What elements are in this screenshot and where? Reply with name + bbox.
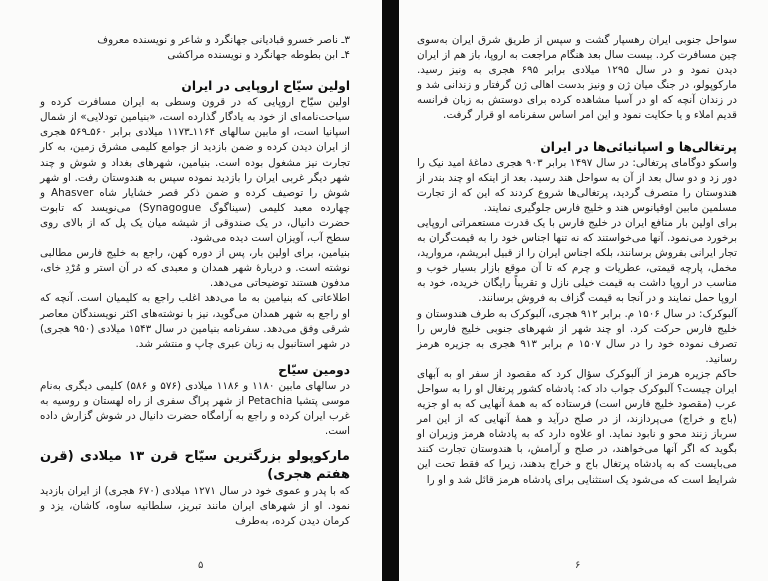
right-page-text <box>417 33 737 488</box>
page-number: ۶ <box>575 560 581 571</box>
right-page <box>399 0 768 581</box>
body-paragraph: آلبوکرک: در سال ۱۵۰۶ م. برابر ۹۱۲ هجری، آلبوکرک به طرف هندوستان و خلیج فارس حرکت کرد. او چند شهر از شهرهای جنوبی خلیج فارس را تصرف نموده خود را در سال ۱۵۰۷ م برابر ۹۱۳ هجری به جزیره هرمز رسانید. <box>417 307 738 365</box>
left-page <box>0 0 382 581</box>
section1-paragraph: اطلاعاتی که بنیامین به ما می‌دهد اغلب راجع به کلیمیان است. آنچه که او راجع به شهر همدان می‌گوید، نیز با نوشته‌های اکثر نویسندگان معاصر شرقی وفق می‌دهد. سفرنامه بنیامین در سال ۱۵۴۳ میلادی (۹۵۰ هجری) در شهر استانبول به زبان عبری چاپ و منتشر شد. <box>40 292 350 350</box>
page-number: ۵ <box>198 560 204 571</box>
body-paragraph: حاکم جزیره هرمز از آلبوکرک سؤال کرد که مقصود از سفر او به آبهای ایران چیست؟ آلبوکرک جواب داد که: پادشاه کشور پرتغال او را به سواحل عرب (مقصود خلیج فارس است) فرستاده که به همهٔ آنهایی که به او جزیه (باج و خراج) می‌پردازند، از در صلح درآید و همهٔ آنهایی که از این امر سرباز زنند محو و نابود نماید. او علاوه دارد که به پادشاه هرمز وزیران او بگوید که اگر آنها می‌خواهند، در صلح و آرامش، با هندوستان تجارت کنند می‌بایست که به پادشاه پرتغال باج و خراج بدهند، زیرا که فقط تحت این شرایط است که می‌شود یک استثنایی برای پادشاه هرمز قائل شد و او را <box>417 367 737 486</box>
section1-heading: اولین سیّاح اروپایی در ایران <box>181 79 350 94</box>
section2-heading: دومین سیّاح <box>278 362 350 377</box>
section1-paragraph: اولین سیّاح اروپایی که در قرون وسطی به ایران مسافرت کرده و سیاحت‌نامه‌ای از خود به یادگار گذارده است، «بنیامین تودلایی» از شمال اسپانیا است، او مابین سالهای ۱۱۶۴ـ۱۱۷۳ میلادی برابر ۵۶۰ـ۵۶۹ هجری از ایران دیدن کرده و ضمن بازدید از جوامع کلیمی مشرق زمین، به کار تجارت نیز مشغول بوده است. بنیامین، شهرهای بغداد و شوش و چند شهر دیگر غربی ایران را بازدید نموده سپس به هندوستان رفت. او شهر شوش را توصیف کرده و ضمن ذکر قصر خشایار شاه Ahasver و چهارده معبد کلیمی (سیناگوگ Synagogue) می‌نویسد که تابوت حضرت دانیال، در یک صندوقی از شیشه میان یک پل که از بالای روی سطح آب، آویزان است دیده می‌شود. <box>40 96 351 245</box>
body-paragraph: واسکو دوگامای پرتغالی: در سال ۱۴۹۷ برابر ۹۰۳ هجری دماغهٔ امید نیک را دور زد و دو سال بعد از آن به سواحل هند رسید. بعد از اینکه او چند بندر از هندوستان را متصرف گردید، پرتغالی‌ها شروع کردند که این که از تجارت مسلمین مابین اوقیانوس هند و خلیج فارس جلوگیری نمایند. <box>417 156 737 214</box>
book-gutter <box>382 0 399 581</box>
section1-paragraph: بنیامین، برای اولین بار، پس از دوره کهن، راجع به خلیج فارس مطالبی نوشته است. و دربارهٔ شهر همدان و معبدی که در آن استر و مُرْدِ خای، مدفون هستند توضیحاتی می‌دهد. <box>40 247 350 290</box>
body-paragraph: برای اولین بار منافع ایران در خلیج فارس با یک قدرت مستعمراتی اروپایی برخورد می‌نمود. آنها می‌خواستند که نه تنها اجناس خود را به قیمت‌گران به تجار ایرانی بفروش برسانند، بلکه اجناس ایران را از قبیل ابریشم، مروارید، مخمل، پارچه قیمتی، عطریات و چرم که تا آن موقع بازار بسیار خوب و مناسب در اروپا داشت به قیمت خیلی نازل و تقریباً رایگان خریده، خود به اروپا حمل نمایند و در آنجا به قیمت گزاف به فروش برسانند. <box>417 216 737 305</box>
left-page-text <box>40 33 350 529</box>
section2-paragraph: در سالهای مابین ۱۱۸۰ و ۱۱۸۶ میلادی (۵۷۶ و ۵۸۶) کلیمی دیگری به‌نام موسی پتشیا Petachia از شهر پراگ سفری از راه لهستان و روسیه به غرب ایران کرده و راجع به آرامگاه حضرت دانیال در شوش گزارش داده است. <box>40 379 351 438</box>
section3-heading: مارکوپولو بزرگترین سیّاح قرن ۱۳ میلادی (قرن هفتم هجری) <box>40 449 350 483</box>
intro-line-1: ۳ـ ناصر خسرو قبادیانی جهانگرد و شاعر و نویسنده معروف <box>97 34 350 46</box>
section3-paragraph: که با پدر و عموی خود در سال ۱۲۷۱ میلادی (۶۷۰ هجری) از ایران بازدید نمود. او از شهرهای ایران مانند تبریز، سلطانیه ساوه، کاشان، یزد و کرمان دیدن کرده، به‌طرف <box>40 485 350 528</box>
intro-line-2: ۴ـ ابن بطوطه جهانگرد و نویسنده مراکشی <box>167 49 350 62</box>
intro-paragraph: سواحل جنوبی ایران رهسپار گشت و سپس از طریق شرق ایران به‌سوی چین مسافرت کرد. بیست سال بعد هنگام مراجعت به اروپا، باز هم از ایران دیدن نمود و در سال ۱۲۹۵ میلادی برابر ۶۹۵ هجری به ونیز رسید. مارکوپولو، در جنگ میان ژن و ونیز بدست اهالی ژن گرفتار و زندانی شد و در زندان آنچه که او در آسیا مشاهده کرده برای دوستش به زبان فرانسه قدیم املاء و یا حکایت نمود و این امر اساس سفرنامه او قرار گرفت. <box>417 34 737 122</box>
section-heading: پرتغالی‌ها و اسپانیائی‌ها در ایران <box>540 139 737 154</box>
